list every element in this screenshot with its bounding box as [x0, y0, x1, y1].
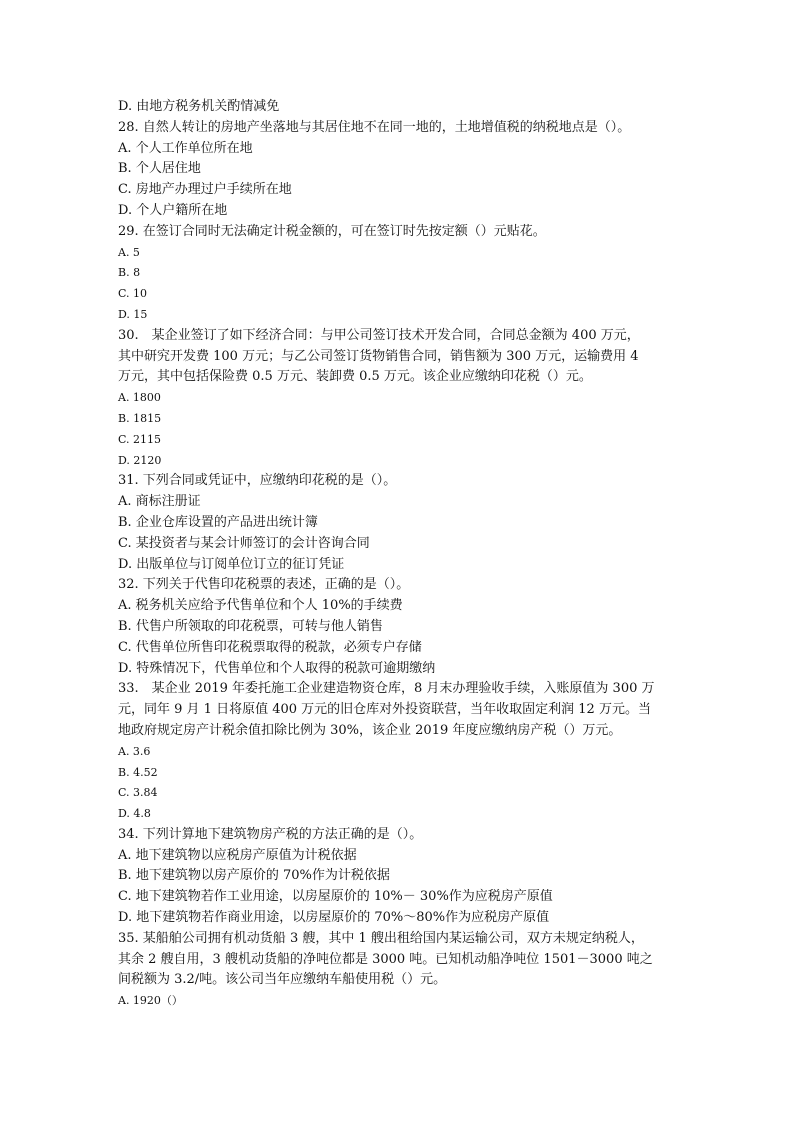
question-text-block — [118, 97, 678, 1012]
text-line: 34. 下列计算地下建筑物房产税的方法正确的是（）。 — [118, 826, 423, 842]
text-line: 31. 下列合同或凭证中，应缴纳印花税的是（）。 — [118, 473, 397, 489]
text-line: 其余 2 艘自用，3 艘机动货船的净吨位都是 3000 吨。已知机动船净吨位 1501－3000 吨之 — [118, 951, 653, 967]
text-line: A. 1800 — [118, 391, 161, 405]
text-line: 间税额为 3.2/吨。该公司当年应缴纳车船使用税（）元。 — [118, 972, 447, 988]
text-line: B. 地下建筑物以房产原价的 70%作为计税依据 — [118, 868, 390, 884]
text-line: 地政府规定房产计税余值扣除比例为 30%，该企业 2019 年度应缴纳房产税（）万元。 — [118, 722, 622, 738]
text-line: B. 代售户所领取的印花税票，可转与他人销售 — [118, 618, 383, 634]
text-line: 33. 某企业 2019 年委托施工企业建造物资仓库，8 月末办理验收手续，入账原值为 300 万 — [118, 681, 655, 697]
text-line: C. 某投资者与某会计师签订的会计咨询合同 — [118, 535, 370, 551]
text-line: D. 出版单位与订阅单位订立的征订凭证 — [118, 556, 345, 572]
text-line: B. 8 — [118, 266, 141, 280]
text-line: C. 房地产办理过户手续所在地 — [118, 182, 292, 198]
text-line: B. 1815 — [118, 411, 162, 425]
text-line: A. 商标注册证 — [118, 494, 201, 510]
text-line: B. 企业仓库设置的产品进出统计簿 — [118, 514, 318, 530]
text-line: C. 3.84 — [118, 786, 158, 800]
text-line: A. 1920（） — [118, 994, 183, 1008]
text-line: 28. 自然人转让的房地产坐落地与其居住地不在同一地的，土地增值税的纳税地点是（）。 — [118, 119, 631, 135]
text-line: D. 4.8 — [118, 807, 151, 821]
text-line: 30. 某企业签订了如下经济合同：与甲公司签订技术开发合同，合同总金额为 400 万元， — [118, 327, 640, 343]
text-line: C. 代售单位所售印花税票取得的税款，必须专户存储 — [118, 639, 422, 655]
text-line: A. 3.6 — [118, 744, 151, 758]
text-line: C. 2115 — [118, 432, 162, 446]
text-line: A. 税务机关应给予代售单位和个人 10%的手续费 — [118, 598, 403, 614]
text-line: A. 地下建筑物以应税房产原值为计税依据 — [118, 847, 357, 863]
text-line: 其中研究开发费 100 万元；与乙公司签订货物销售合同，销售额为 300 万元，运输费用 4 — [118, 348, 639, 364]
text-line: A. 个人工作单位所在地 — [118, 140, 253, 156]
text-line: B. 4.52 — [118, 765, 158, 779]
text-line: D. 15 — [118, 307, 148, 321]
text-line: 29. 在签订合同时无法确定计税金额的，可在签订时先按定额（）元贴花。 — [118, 223, 546, 239]
text-line: C. 地下建筑物若作工业用途，以房屋原价的 10%－ 30%作为应税房产原值 — [118, 889, 553, 905]
text-line: D. 特殊情况下，代售单位和个人取得的税款可逾期缴纳 — [118, 660, 436, 676]
text-line: C. 10 — [118, 287, 148, 301]
text-line: D. 由地方税务机关酌情减免 — [118, 99, 280, 114]
text-line: D. 2120 — [118, 453, 162, 467]
text-line: 万元，其中包括保险费 0.5 万元、装卸费 0.5 万元。该企业应缴纳印花税（）元。 — [118, 369, 592, 385]
text-line: D. 个人户籍所在地 — [118, 202, 228, 218]
text-line: 32. 下列关于代售印花税票的表述，正确的是（）。 — [118, 577, 410, 593]
text-line: 元，同年 9 月 1 日将原值 400 万元的旧仓库对外投资联营，当年收取固定利润 12 万元。当 — [118, 702, 651, 718]
text-line: 35. 某船舶公司拥有机动货船 3 艘，其中 1 艘出租给国内某运输公司，双方未规定纳税人， — [118, 930, 644, 946]
text-line: A. 5 — [118, 245, 140, 259]
text-line: B. 个人居住地 — [118, 161, 201, 177]
text-line: D. 地下建筑物若作商业用途，以房屋原价的 70%～80%作为应税房产原值 — [118, 910, 550, 926]
